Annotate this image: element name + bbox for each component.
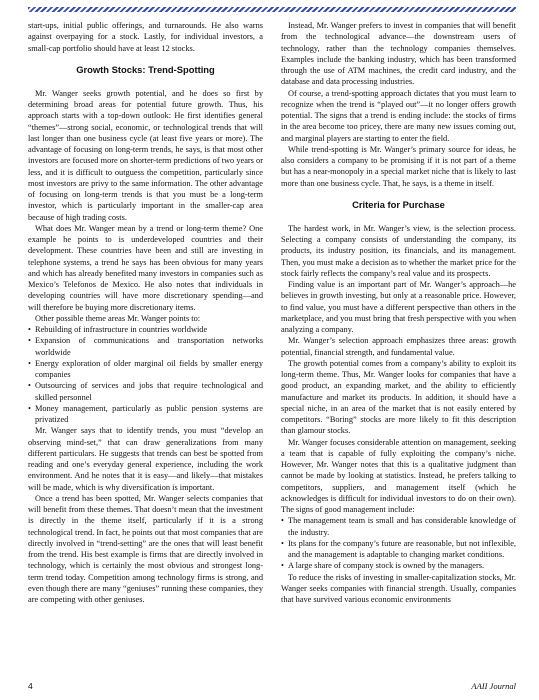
- bullet-icon: •: [28, 403, 31, 413]
- paragraph: Mr. Wanger seeks growth potential, and he does so first by determining broad areas for potential future growth. Thus, his approach starts with a top-down outlook: He first identifies general “themes”—strong social, economic, or technological trends that will last longer than one business cycle (at least five years or more). The advantage of focusing on long-term trends, he says, is that most other investors are focused more on shorter-term predictions of two years or less, and it is difficult to outguess the competition, particularly since most investors are privy to the same information. The other advantage of focusing on long-term trends is that you must be a long-term investor, which is particularly important in the smaller-cap area because of high trading costs.: [28, 88, 263, 222]
- paragraph: Finding value is an important part of Mr. Wanger’s approach—he believes in growth investing, but only at a reasonable price. However, to find value, you must have a different perspective than others in the marketplace, and you must bring that fresh perspective with you when analyzing a company.: [281, 280, 516, 334]
- section-heading-criteria-for-purchase: Criteria for Purchase: [352, 198, 445, 210]
- list-item: • Money management, particularly as public pension systems are privatized: [28, 403, 263, 424]
- theme-list: [28, 324, 263, 425]
- list-item: • Outsourcing of services and jobs that require technological and skilled personnel: [28, 381, 263, 402]
- paragraph: Once a trend has been spotted, Mr. Wanger selects companies that will benefit from these themes. That doesn’t mean that the investment is directly in the theme itself, particularly if it is a strong technological trend. In fact, he points out that most companies that are directly involved in “trend-setting” are the ones that will least benefit from the trend. His best example is firms that are directly involved in technology, which is certainly the most obvious and strongest long-term trend today. Competition among technology firms is strong, and even though there are many “geniuses” running these companies, they are competing with other geniuses.: [28, 493, 263, 604]
- list-item: • Expansion of communications and transportation networks worldwide: [28, 336, 263, 357]
- paragraph: Mr. Wanger’s selection approach emphasizes three areas: growth potential, financial strength, and fundamental value.: [281, 336, 516, 357]
- left-column: [28, 20, 263, 605]
- paragraph: Mr. Wanger focuses considerable attention on management, seeking a team that is capable of fully exploiting the company’s niche. However, Mr. Wanger notes that this is a qualitative judgment than cannot be made by looking at statistics. Instead, he prefers talking to competitors, suppliers, and management itself (which he acknowledges is difficult for individual investors to do on their own). The signs of good management include:: [281, 437, 516, 514]
- journal-name: AAII Journal: [471, 681, 516, 691]
- paragraph: The growth potential comes from a company’s ability to exploit its long-term theme. Thus, Mr. Wanger looks for companies that have a good product, an expanding market, and the ability to efficiently manufacture and market its products. In addition, it should have a special niche, in an area of the market that is not easily entered by competitors. “Boring” stocks are more likely to fit this description than glamour stocks.: [281, 358, 516, 436]
- paragraph: What does Mr. Wanger mean by a trend or long-term theme? One example he points to is underdeveloped countries and their development. These countries have been and still are investing in telephone systems, a trend he says has been obvious for many years and which has already benefited many investors in companies such as Mexico’s Telefonos de Mexico. He also notes that individuals in developing countries will have more discretionary spending—and will therefore be buying more discretionary items.: [28, 223, 263, 312]
- bullet-icon: •: [281, 561, 284, 571]
- bullet-icon: •: [28, 381, 31, 391]
- list-item: • Energy exploration of older marginal oil fields by smaller energy companies: [28, 358, 263, 379]
- bullet-icon: •: [28, 325, 31, 334]
- paragraph: Of course, a trend-spotting approach dictates that you must learn to recognize when the trend is “played out”—it no longer offers growth potential. The signs that a trend is ending include: the stocks of firms in the area become too pricey, there are many new issues coming out, and marginal players are starting to enter the field.: [281, 88, 516, 143]
- paragraph: While trend-spotting is Mr. Wanger’s primary source for ideas, he also considers a company to be promising if it is not part of a theme but has a near-monopoly in a special market niche that is likely to last more than one business cycle. That, he says, is a theme in itself.: [281, 144, 516, 188]
- bullet-icon: •: [281, 538, 284, 548]
- page-number: 4: [28, 681, 33, 691]
- paragraph: Other possible theme areas Mr. Wanger points to:: [35, 313, 201, 323]
- section-heading-trend-spotting: Growth Stocks: Trend-Spotting: [76, 63, 215, 75]
- paragraph: Mr. Wanger says that to identify trends, you must “develop an observing mind-set,” that can draw generalizations from many different particulars. He suggests that trends can best be spotted from reading and one’s everyday general experience, including the work environment. And he notes that it is easy—and likely—that mistakes will be made, which is why diversification is important.: [28, 426, 263, 492]
- right-column: [281, 20, 516, 605]
- list-item: • The management team is small and has considerable knowledge of the industry.: [281, 516, 516, 537]
- paragraph: start-ups, initial public offerings, and turnarounds. He also warns against overpaying for a stock. Lastly, for individual investors, a small-cap portfolio should have at least 12 stocks.: [28, 21, 263, 53]
- paragraph: To reduce the risks of investing in smaller-capitalization stocks, Mr. Wanger seeks companies with financial strength. Usually, companies that have survived various economic environments: [281, 572, 516, 604]
- management-signs-list: [281, 515, 516, 571]
- list-item: • Rebuilding of infrastructure in countries worldwide: [28, 325, 208, 334]
- bullet-icon: •: [281, 516, 284, 526]
- paragraph: The hardest work, in Mr. Wanger’s view, is the selection process. Selecting a company consists of understanding the company, its products, its industry position, its financials, and its management. Then, you must make a decision as to whether the market price for the stock fairly reflects the company’s real value and its prospects.: [281, 223, 516, 278]
- list-item: • A large share of company stock is owned by the managers.: [281, 561, 485, 571]
- list-item: • Its plans for the company’s future are reasonable, but not inflexible, and the management is adaptable to changing market conditions.: [281, 538, 516, 559]
- paragraph: Instead, Mr. Wanger prefers to invest in companies that will benefit from the technological advance—the downstream users of technology, rather than the technology companies themselves. Examples include the banking industry, which has been transformed through the use of ATM machines, the credit card industry, and the database and data processing industries.: [281, 21, 516, 87]
- bullet-icon: •: [28, 358, 31, 368]
- header-rule: [28, 7, 516, 12]
- bullet-icon: •: [28, 336, 31, 346]
